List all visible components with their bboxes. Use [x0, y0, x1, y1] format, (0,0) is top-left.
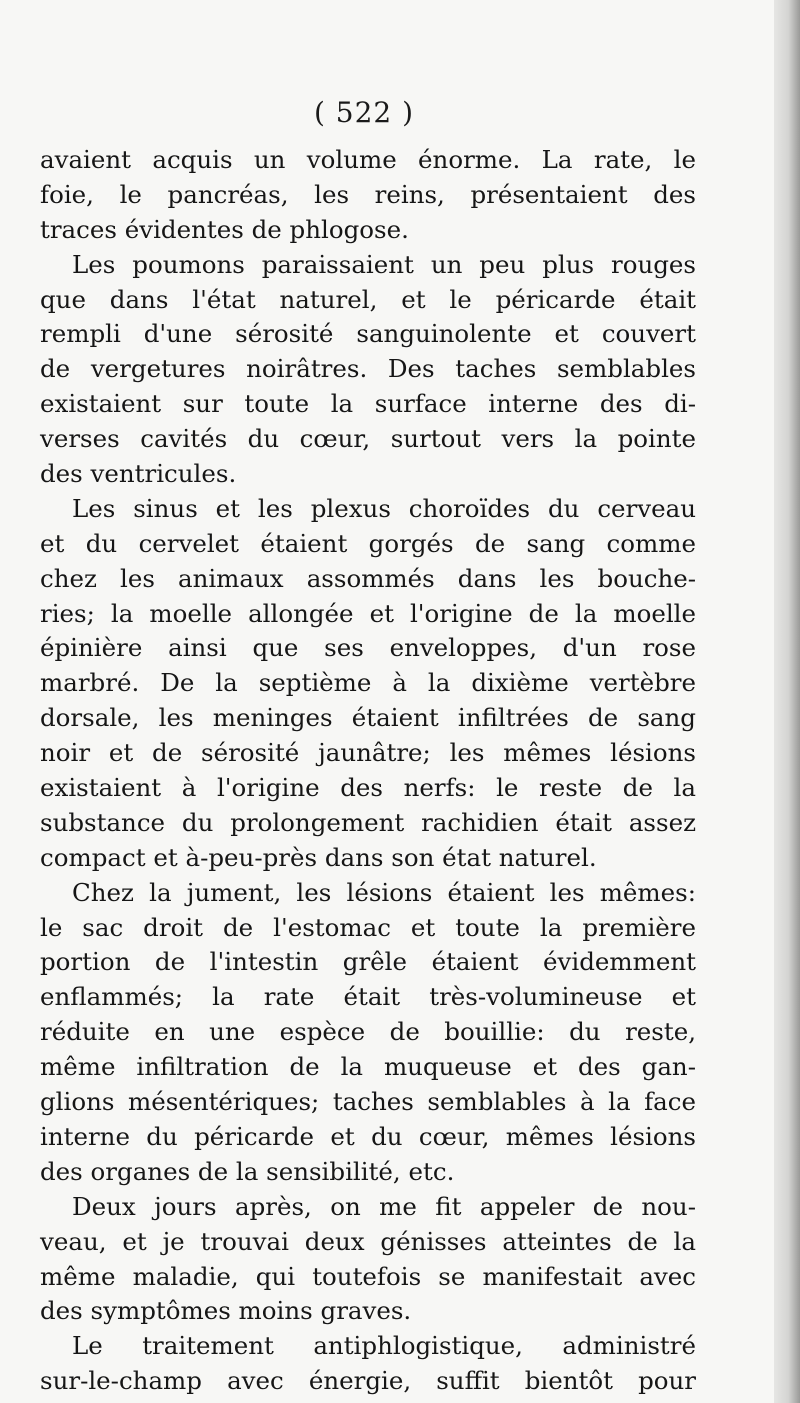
text-line: Les sinus et les plexus choroïdes du cerveau: [72, 493, 696, 523]
text-line: existaient à l'origine des nerfs: le reste de la: [40, 773, 696, 803]
text-line: de vergetures noirâtres. Des taches semblables: [40, 354, 696, 384]
text-line: veau, et je trouvai deux génisses atteintes de la: [40, 1226, 696, 1256]
text-line: verses cavités du cœur, surtout vers la pointe: [40, 424, 696, 454]
text-line: Les poumons paraissaient un peu plus rouges: [72, 249, 696, 279]
text-line: même maladie, qui toutefois se manifestait avec: [40, 1261, 696, 1291]
text-line: avaient acquis un volume énorme. La rate, le: [40, 145, 696, 174]
text-line: chez les animaux assommés dans les bouche-: [40, 563, 696, 593]
text-line: même infiltration de la muqueuse et des gan-: [40, 1052, 696, 1082]
text-line: des ventricules.: [40, 459, 237, 489]
text-line: compact et à-peu-près dans son état naturel.: [40, 842, 597, 872]
text-line: dorsale, les meninges étaient infiltrées de sang: [40, 703, 696, 733]
text-line: le sac droit de l'estomac et toute la première: [40, 912, 696, 942]
text-line: sur-le-champ avec énergie, suffit bientôt pour: [40, 1366, 696, 1396]
body-text: [40, 143, 696, 1399]
text-line: et du cervelet étaient gorgés de sang comme: [40, 528, 696, 558]
page-number: ( 522 ): [313, 96, 415, 129]
text-line: portion de l'intestin grêle étaient évidemment: [40, 947, 696, 977]
page-edge-shadow: [774, 0, 800, 1403]
text-line: ries; la moelle allongée et l'origine de la moelle: [40, 598, 696, 628]
text-line: substance du prolongement rachidien était assez: [40, 807, 696, 837]
text-line: glions mésentériques; taches semblables à la face: [40, 1087, 696, 1117]
text-line: des symptômes moins graves.: [40, 1296, 412, 1326]
text-line: interne du péricarde et du cœur, mêmes lésions: [40, 1121, 696, 1151]
text-line: Deux jours après, on me fit appeler de nou-: [72, 1191, 696, 1221]
text-line: épinière ainsi que ses enveloppes, d'un rose: [40, 633, 696, 663]
text-line: réduite en une espèce de bouillie: du reste,: [40, 1017, 696, 1047]
text-line: des organes de la sensibilité, etc.: [40, 1156, 455, 1186]
text-line: Le traitement antiphlogistique, administré: [72, 1331, 696, 1361]
text-line: existaient sur toute la surface interne des di-: [40, 389, 696, 419]
text-line: Chez la jument, les lésions étaient les mêmes:: [72, 877, 696, 907]
text-line: foie, le pancréas, les reins, présentaient des: [40, 179, 696, 209]
text-line: enflammés; la rate était très-volumineuse et: [40, 982, 696, 1012]
text-line: marbré. De la septième à la dixième vertèbre: [40, 668, 696, 698]
text-line: noir et de sérosité jaunâtre; les mêmes lésions: [40, 738, 696, 768]
text-line: traces évidentes de phlogose.: [40, 214, 409, 244]
text-line: que dans l'état naturel, et le péricarde était: [40, 284, 696, 314]
text-line: rempli d'une sérosité sanguinolente et couvert: [40, 319, 696, 349]
